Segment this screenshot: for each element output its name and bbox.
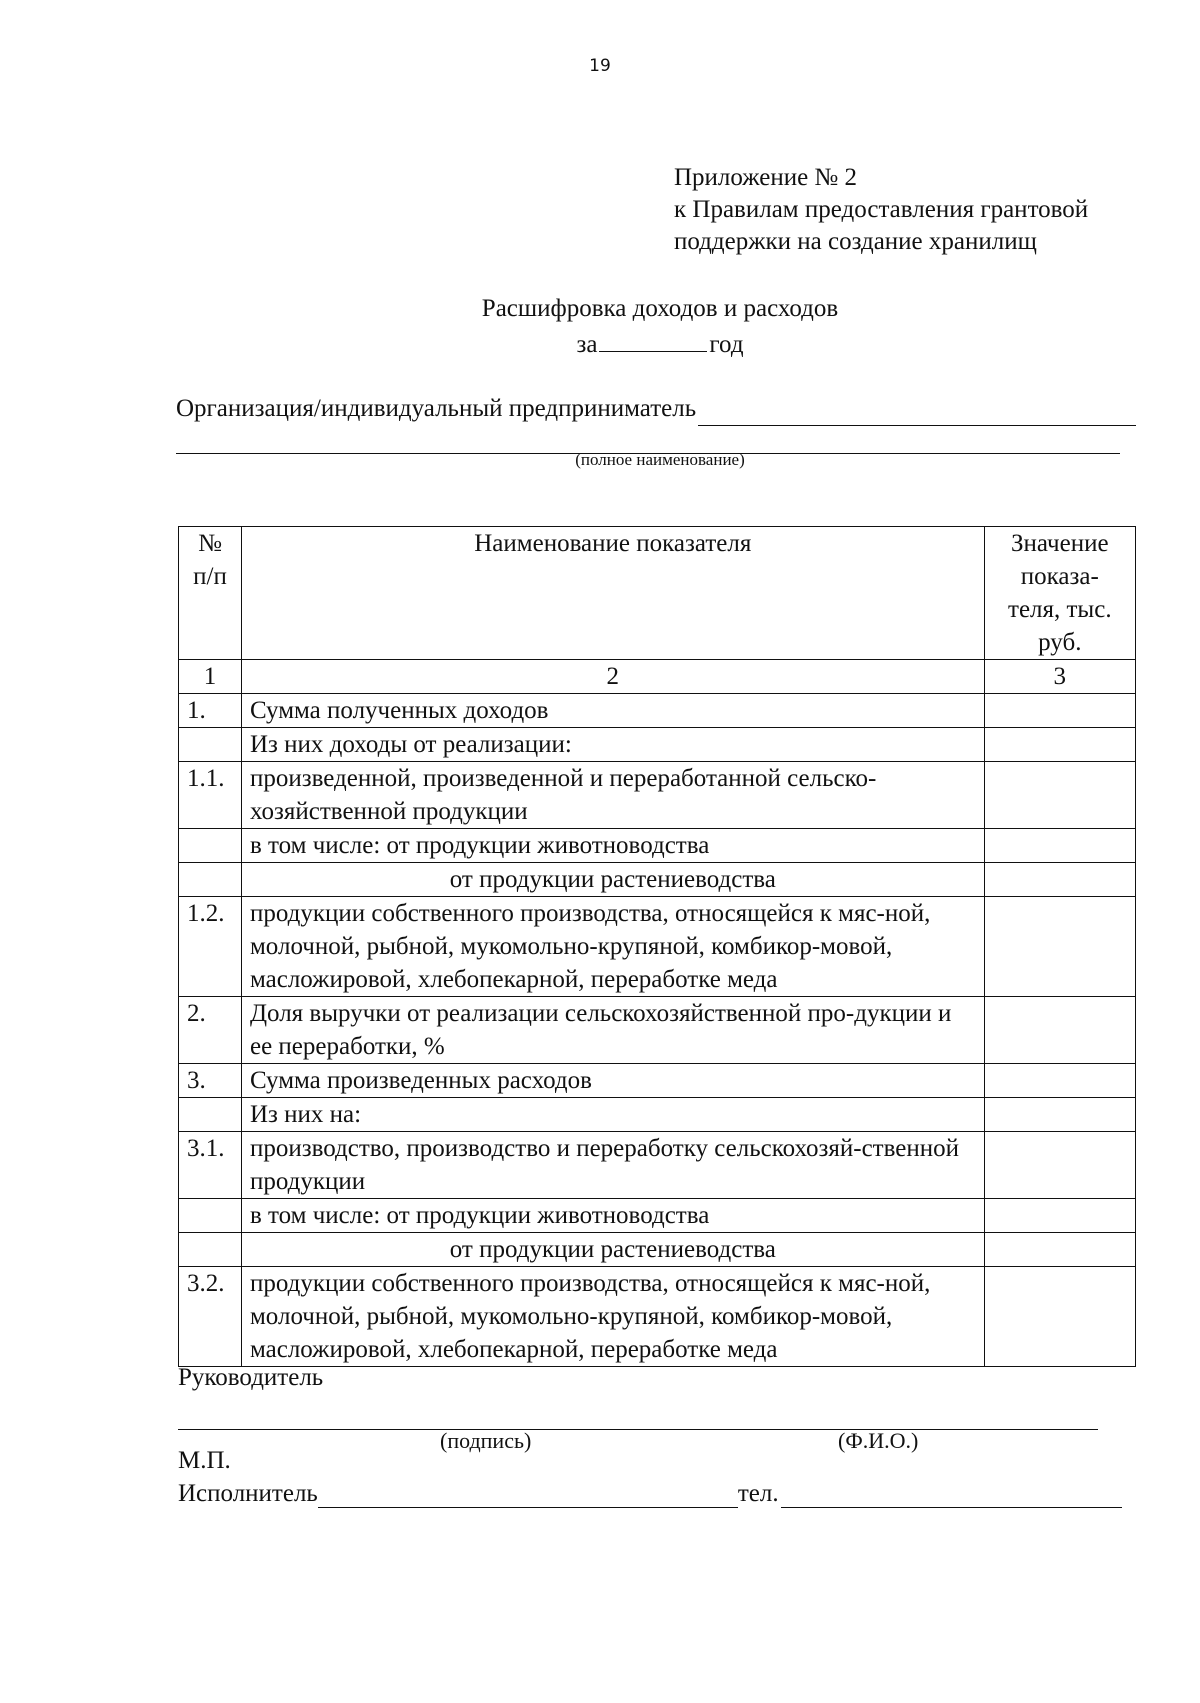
organization-line (176, 392, 1136, 426)
row-number: 1.2. (179, 897, 242, 997)
row-number: 3.1. (179, 1132, 242, 1199)
appendix-header (674, 162, 1174, 258)
table-row (179, 1064, 1136, 1098)
row-value-field[interactable] (984, 694, 1135, 728)
row-number (179, 863, 242, 897)
fio-caption: (Ф.И.О.) (838, 1428, 919, 1453)
organization-blank-field[interactable] (698, 399, 1136, 426)
table-row (179, 762, 1136, 829)
row-value-field[interactable] (984, 762, 1135, 829)
row-number: 1. (179, 694, 242, 728)
row-indicator-name: произведенной, произведенной и переработанной сельско-хозяйственной продукции (241, 762, 984, 829)
table-row (179, 1233, 1136, 1267)
row-value-field[interactable] (984, 829, 1135, 863)
row-number (179, 1098, 242, 1132)
row-number (179, 1199, 242, 1233)
table-row (179, 1098, 1136, 1132)
executor-line (178, 1480, 1122, 1508)
column-number-2: 2 (241, 660, 984, 694)
column-number-1: 1 (179, 660, 242, 694)
row-indicator-name: продукции собственного производства, относящейся к мяс-ной, молочной, рыбной, мукомольно-крупяной, комбикор-мовой, масложировой, хлебопекарной, переработке меда (241, 1267, 984, 1367)
table-row (179, 1267, 1136, 1367)
phone-blank-field[interactable] (781, 1481, 1122, 1508)
row-indicator-name: в том числе: от продукции животноводства (241, 1199, 984, 1233)
table-row (179, 829, 1136, 863)
row-number (179, 728, 242, 762)
year-prefix: за (576, 331, 598, 358)
row-value-field[interactable] (984, 997, 1135, 1064)
row-number: 3. (179, 1064, 242, 1098)
row-indicator-name: в том числе: от продукции животноводства (241, 829, 984, 863)
table-row (179, 863, 1136, 897)
row-value-field[interactable] (984, 1098, 1135, 1132)
header-num-text: № п/п (193, 530, 227, 590)
table-row (179, 1199, 1136, 1233)
appendix-line-1: Приложение № 2 (674, 164, 858, 191)
row-indicator-name: Доля выручки от реализации сельскохозяйственной про-дукции и ее переработки, % (241, 997, 984, 1064)
row-number: 2. (179, 997, 242, 1064)
row-value-field[interactable] (984, 863, 1135, 897)
row-value-field[interactable] (984, 1267, 1135, 1367)
year-blank-field[interactable] (599, 327, 707, 352)
executor-blank-field[interactable] (318, 1481, 738, 1508)
document-title: Расшифровка доходов и расходов (481, 295, 839, 322)
manager-signature-line[interactable] (178, 1429, 1098, 1430)
row-indicator-name: производство, производство и переработку сельскохозяй-ственной продукции (241, 1132, 984, 1199)
row-value-field[interactable] (984, 728, 1135, 762)
row-value-field[interactable] (984, 1233, 1135, 1267)
header-value (984, 527, 1135, 660)
row-number: 3.2. (179, 1267, 242, 1367)
document-year-line (0, 327, 1200, 362)
row-number (179, 829, 242, 863)
row-number: 1.1. (179, 762, 242, 829)
full-name-caption: (полное наименование) (575, 450, 745, 469)
row-indicator-name: Из них доходы от реализации: (241, 728, 984, 762)
row-indicator-name: продукции собственного производства, относящейся к мяс-ной, молочной, рыбной, мукомольно-крупяной, комбикор-мовой, масложировой, хлебопекарной, переработке меда (241, 897, 984, 997)
table-row (179, 897, 1136, 997)
row-value-field[interactable] (984, 1132, 1135, 1199)
table-row (179, 1132, 1136, 1199)
header-name: Наименование показателя (241, 527, 984, 660)
manager-label: Руководитель (178, 1364, 324, 1391)
appendix-line-2: к Правилам предоставления грантовой (674, 196, 1089, 223)
row-indicator-name: Сумма полученных доходов (241, 694, 984, 728)
row-value-field[interactable] (984, 1199, 1135, 1233)
table-row (179, 728, 1136, 762)
phone-label: тел. (737, 1480, 779, 1507)
year-suffix: год (709, 331, 744, 358)
table-header-row (179, 527, 1136, 660)
row-number (179, 1233, 242, 1267)
page-number: 19 (589, 56, 611, 76)
table-row (179, 694, 1136, 728)
row-value-field[interactable] (984, 1064, 1135, 1098)
row-indicator-name: Сумма произведенных расходов (241, 1064, 984, 1098)
row-indicator-name: от продукции растениеводства (241, 863, 984, 897)
signature-caption: (подпись) (440, 1428, 532, 1453)
organization-label: Организация/индивидуальный предприниматель (176, 395, 697, 422)
row-indicator-name: от продукции растениеводства (241, 1233, 984, 1267)
header-value-text: Значение показа- теля, тыс. руб. (1008, 530, 1112, 656)
column-number-3: 3 (984, 660, 1135, 694)
row-indicator-name: Из них на: (241, 1098, 984, 1132)
executor-label: Исполнитель (178, 1480, 318, 1507)
stamp-label: М.П. (178, 1447, 231, 1474)
column-number-row (179, 660, 1136, 694)
header-num (179, 527, 242, 660)
row-value-field[interactable] (984, 897, 1135, 997)
appendix-line-3: поддержки на создание хранилищ (674, 228, 1037, 255)
table-row (179, 997, 1136, 1064)
income-expense-table (178, 526, 1136, 1367)
